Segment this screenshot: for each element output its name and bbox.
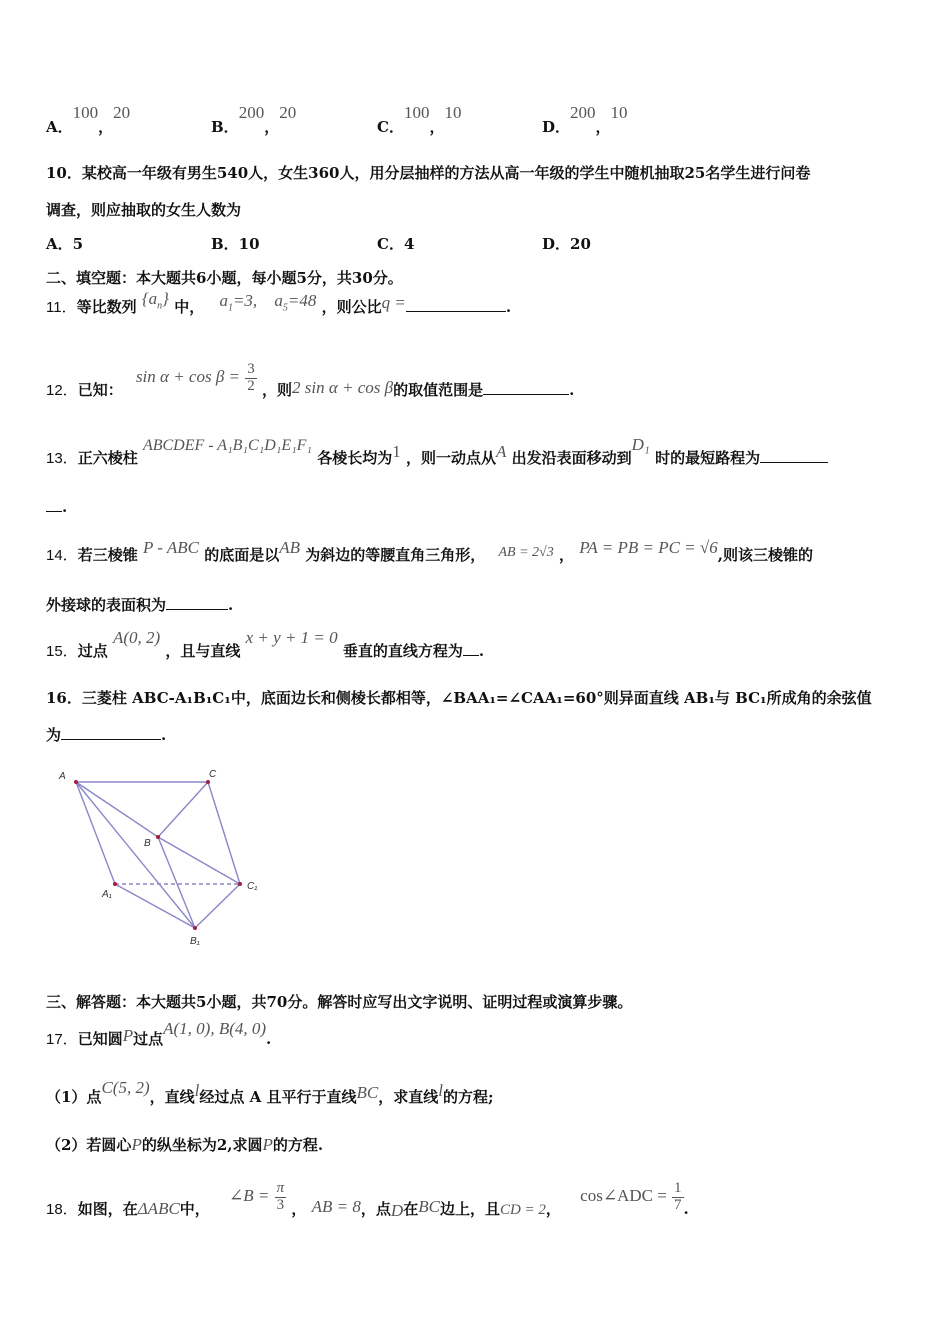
edge-a1b1 bbox=[115, 884, 195, 928]
point-b1 bbox=[193, 926, 197, 930]
label-c1: C₁ bbox=[247, 881, 258, 892]
q9-option-b: B．200，20 bbox=[211, 103, 297, 136]
q10-option-b: B．10 bbox=[211, 235, 260, 253]
q9-option-d: D．200，10 bbox=[542, 103, 628, 136]
q14-answer-blank bbox=[166, 595, 228, 610]
q16-line2: 为 . bbox=[46, 726, 167, 744]
q12: 12．已知： sin α + cos β = $\frac{3}{2}$ ，则2 sin α + cos β的取值范围是 . bbox=[46, 361, 575, 400]
q13-answer-blank bbox=[760, 448, 828, 463]
point-c bbox=[206, 780, 210, 784]
label-a: A bbox=[59, 771, 66, 782]
q12-answer-blank bbox=[483, 380, 569, 395]
q13-continuation: . bbox=[46, 497, 67, 516]
edge-bc bbox=[158, 782, 208, 837]
label-b1: B₁ bbox=[190, 936, 200, 947]
q10-option-c: C．4 bbox=[377, 235, 415, 253]
q18: 18．如图，在ΔABC中， ∠B = $\frac{\pi}{3}$ ， AB = 8，点D在BC边上，且CD = 2， cos∠ADC = $\frac{1}{7}$ . bbox=[46, 1180, 689, 1221]
q9-option-c: C．100，10 bbox=[377, 103, 462, 136]
q17-part1: （1）点C(5, 2)，直线l经过点 A 且平行于直线BC，求直线l的方程; bbox=[46, 1078, 494, 1106]
q16-line1: 16．三菱柱 ABC-A₁B₁C₁中，底面边长和侧棱长都相等，∠BAA₁=∠CAA₁=60°则异面直线 AB₁与 BC₁所成角的余弦值 bbox=[46, 689, 872, 707]
label-b: B bbox=[144, 838, 151, 849]
section-2-heading: 二、填空题：本大题共6小题，每小题5分，共30分。 bbox=[46, 269, 403, 287]
q11: 11．等比数列 $\{a_n\}$ 中， $a_1=3$, $a_5=48$ ，则公比q = . bbox=[46, 289, 512, 316]
edge-ab1 bbox=[76, 782, 195, 928]
q16-answer-blank bbox=[61, 725, 161, 740]
q10-option-d: D．20 bbox=[542, 235, 591, 253]
label-c: C bbox=[209, 769, 217, 780]
q13: 13．正六棱柱 ABCDEF - A₁B₁C₁D₁E₁F₁ 各棱长均为1 ，则一动点从A 出发沿表面移动到D₁ 时的最短路程为 bbox=[46, 436, 828, 457]
section-3-heading: 三、解答题：本大题共5小题，共70分。解答时应写出文字说明、证明过程或演算步骤。 bbox=[46, 993, 633, 1011]
edge-bb1 bbox=[158, 837, 195, 928]
q10-line1: 10．某校高一年级有男生540人，女生360人，用分层抽样的方法从高一年级的学生中随机抽取25名学生进行问卷 bbox=[46, 164, 811, 182]
point-a bbox=[74, 780, 78, 784]
point-b bbox=[156, 835, 160, 839]
prism-figure bbox=[50, 762, 290, 952]
q11-answer-blank bbox=[406, 297, 506, 312]
q17: 17．已知圆P过点A(1, 0), B(4, 0). bbox=[46, 1019, 272, 1048]
q10-line2: 调查，则应抽取的女生人数为 bbox=[46, 201, 242, 219]
point-c1 bbox=[238, 882, 242, 886]
edge-aa1 bbox=[76, 782, 115, 884]
q9-option-a: A．100，20 bbox=[46, 103, 131, 136]
q10-option-a: A．5 bbox=[46, 235, 84, 253]
q14-line2: 外接球的表面积为 . bbox=[46, 596, 234, 614]
q15-answer-blank bbox=[463, 641, 479, 656]
q17-part2: （2）若圆心P的纵坐标为2,求圆P的方程. bbox=[46, 1135, 324, 1154]
label-a1: A₁ bbox=[102, 889, 112, 900]
q14: 14．若三棱锥 P - ABC 的底面是以AB 为斜边的等腰直角三角形， AB = 2√3 ， PA = PB = PC = √6,则该三棱锥的 bbox=[46, 538, 813, 564]
q15: 15．过点 A(0, 2) ，且与直线 x + y + 1 = 0 垂直的直线方程为 . bbox=[46, 628, 485, 660]
edge-b1c1 bbox=[195, 884, 240, 928]
edge-ab bbox=[76, 782, 158, 837]
point-a1 bbox=[113, 882, 117, 886]
